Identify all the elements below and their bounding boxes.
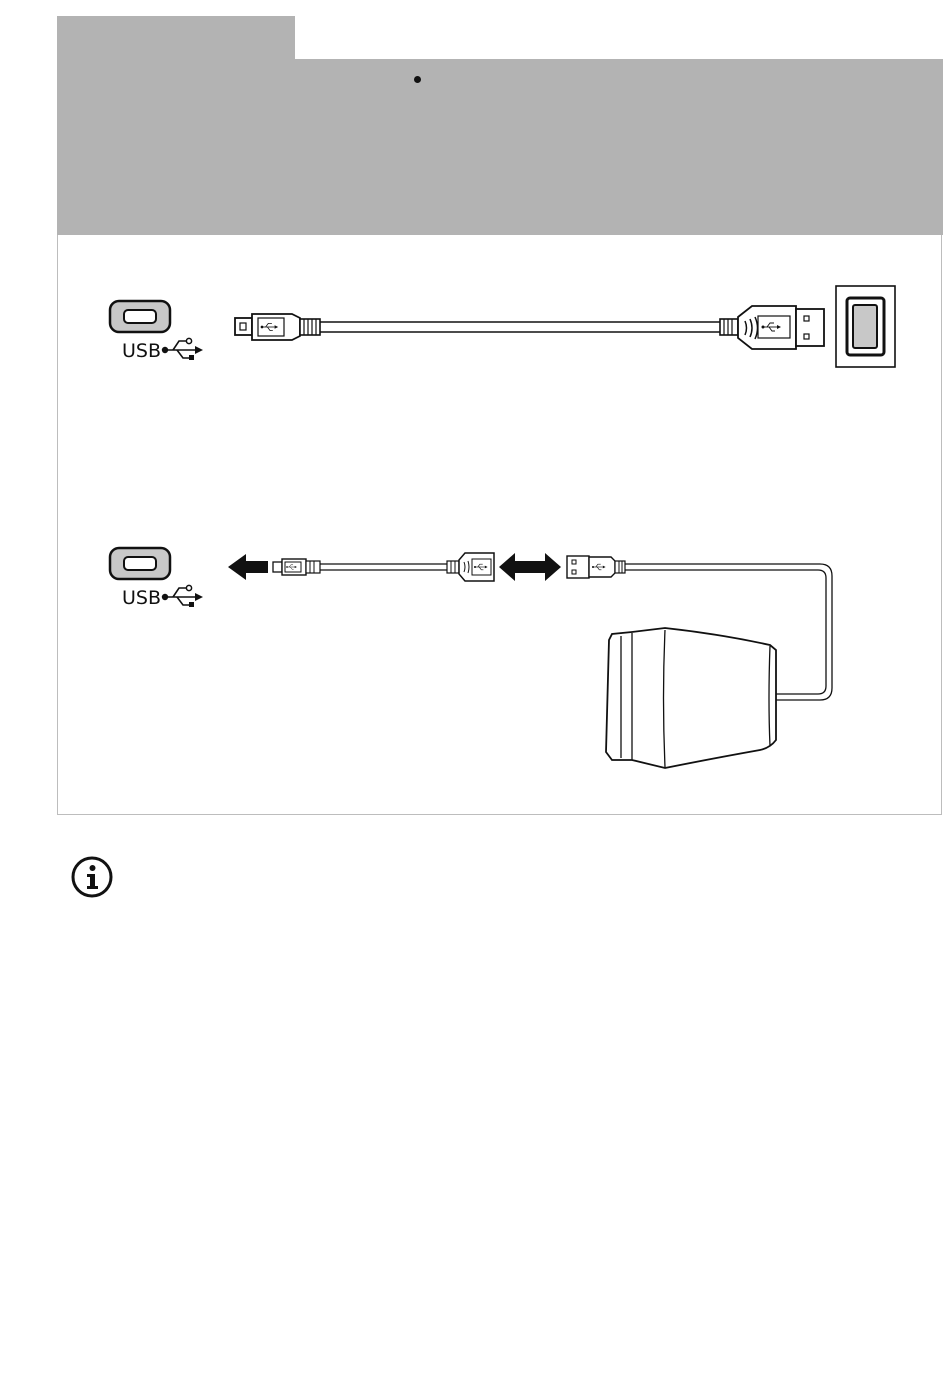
row1-usb-symbol-icon — [162, 338, 203, 360]
row2-usb-device — [606, 628, 776, 768]
row1-micro-usb-port-icon — [110, 301, 170, 332]
row2-double-arrow-icon — [499, 553, 561, 581]
row2-usb-label: USB — [122, 587, 162, 609]
row1-usb-a-socket-icon — [836, 286, 895, 367]
row1-mini-usb-plug — [235, 314, 320, 340]
info-icon — [70, 855, 114, 899]
row2-device-usb-a-plug — [567, 556, 625, 578]
row2-mini-usb-plug — [273, 559, 320, 575]
row1-usb-a-plug — [720, 306, 824, 349]
row1-usb-label: USB — [122, 340, 162, 362]
row2-micro-usb-port-icon — [110, 548, 170, 579]
row2-usb-symbol-icon — [162, 585, 203, 607]
row1-cable — [320, 322, 720, 332]
row2-usb-a-female-adapter — [447, 553, 494, 581]
row2-left-arrow-icon — [228, 554, 268, 580]
row2-adapter-cable — [320, 564, 447, 570]
